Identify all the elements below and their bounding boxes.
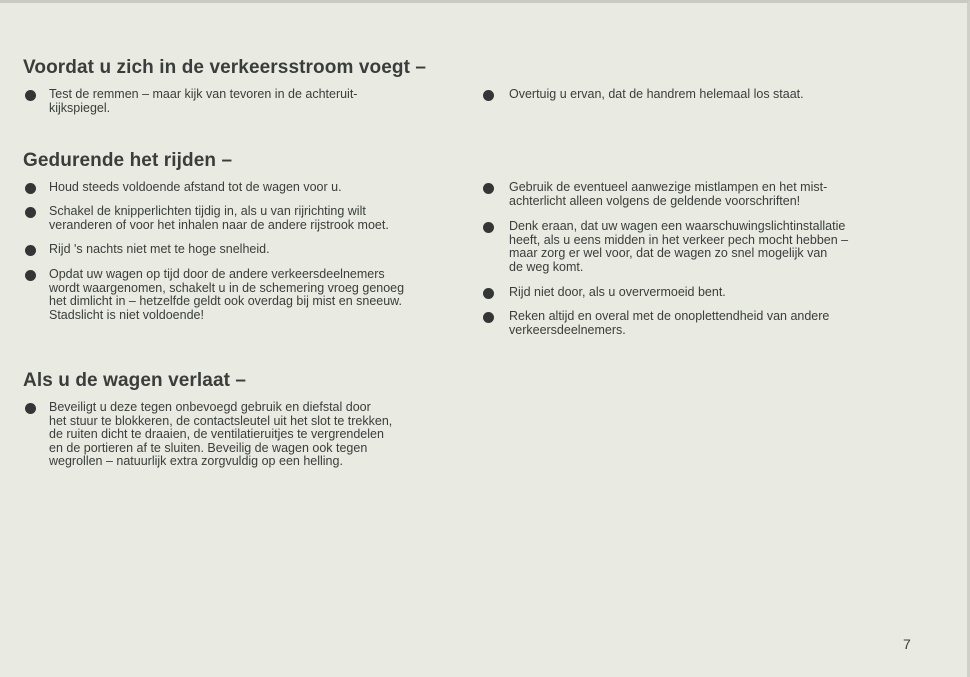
item-text: Test de remmen – maar kijk van tevoren in de achteruit- kijkspiegel. (49, 87, 358, 115)
item-text: Rijd niet door, als u oververmoeid bent. (509, 285, 726, 299)
item-text: Overtuig u ervan, dat de handrem helemaal los staat. (509, 87, 804, 101)
item-text: Reken altijd en overal met de onoplettendheid van andere verkeersdeelnemers. (509, 309, 830, 337)
bullet-icon (483, 183, 494, 194)
page-number: 7 (903, 636, 911, 652)
bullet-icon (483, 222, 494, 233)
item-text: Schakel de knipperlichten tijdig in, als u van rijrichting wilt veranderen of voor het inhalen naar de andere rijstrook moet. (49, 204, 389, 232)
bullet-icon (25, 207, 36, 218)
heading-gedurende: Gedurende het rijden – (23, 150, 233, 171)
item-text: Denk eraan, dat uw wagen een waarschuwingslichtinstallatie heeft, als u eens midden in het verkeer pech mocht hebben – maar zorg er wel voor, dat de wagen zo snel mogelijk van de weg komt. (509, 219, 849, 274)
item-text: Rijd 's nachts niet met te hoge snelheid. (49, 242, 270, 256)
bullet-icon (25, 245, 36, 256)
bullet-icon (25, 270, 36, 281)
item-text: Houd steeds voldoende afstand tot de wagen voor u. (49, 180, 342, 194)
bullet-icon (25, 403, 36, 414)
item-text: Beveiligt u deze tegen onbevoegd gebruik en diefstal door het stuur te blokkeren, de contactsleutel uit het slot te trekken, de ruiten dicht te draaien, de ventilatieruitjes te vergrendelen en de portieren af te sluiten. Beveilig de wagen ook tegen wegrollen – natuurlijk extra zorgvuldig op een helling. (49, 400, 393, 468)
heading-verlaat: Als u de wagen verlaat – (23, 370, 247, 391)
bullet-icon (483, 312, 494, 323)
item-text: Gebruik de eventueel aanwezige mistlampen en het mist- achterlicht alleen volgens de geldende voorschriften! (509, 180, 828, 208)
bullet-icon (25, 183, 36, 194)
bullet-icon (483, 90, 494, 101)
heading-voordat: Voordat u zich in de verkeersstroom voegt – (23, 57, 427, 78)
item-text: Opdat uw wagen op tijd door de andere verkeersdeelnemers wordt waargenomen, schakelt u in de schemering vroeg genoeg het dimlicht in – hetzelfde geldt ook overdag bij mist en sneeuw. Stadslicht is niet voldoende! (49, 267, 405, 322)
bullet-icon (25, 90, 36, 101)
bullet-icon (483, 288, 494, 299)
